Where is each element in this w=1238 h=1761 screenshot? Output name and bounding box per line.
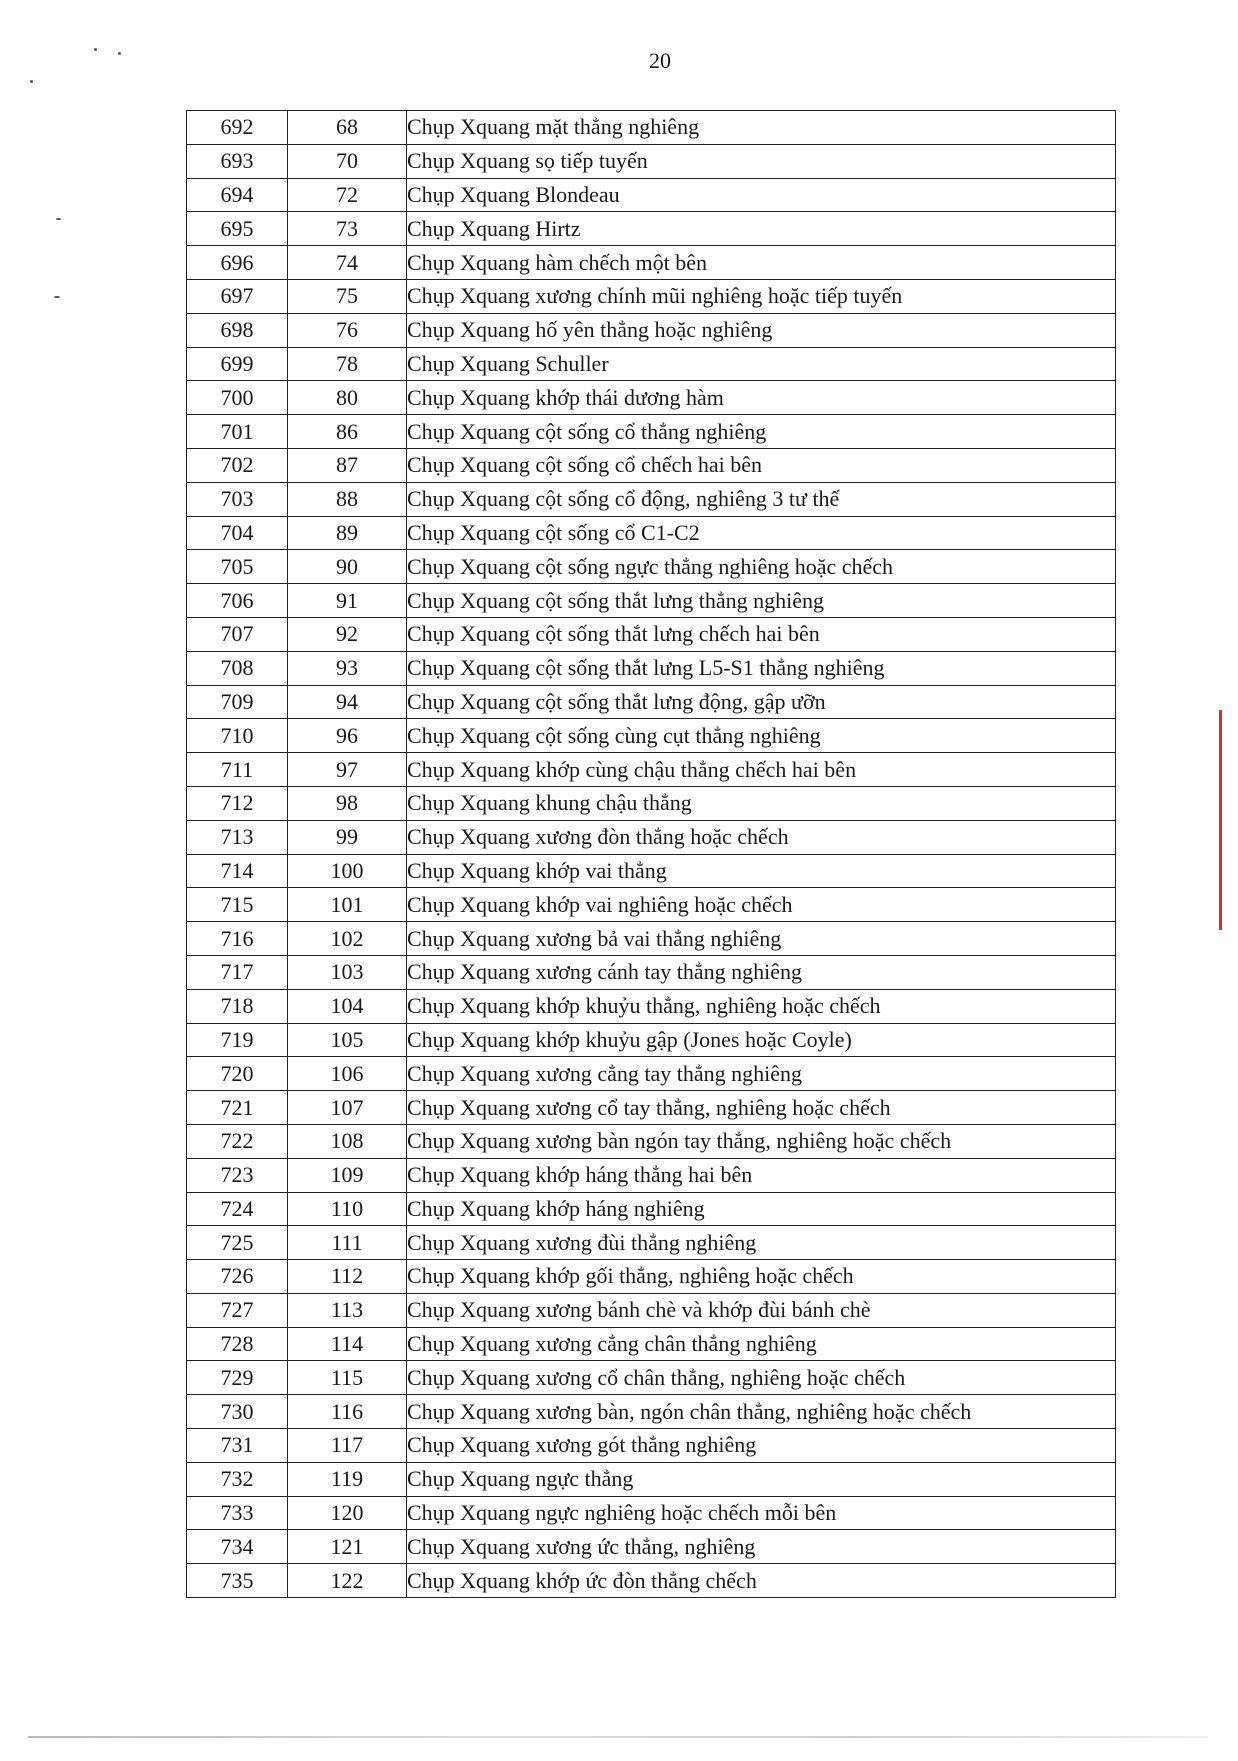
row-number-cell: 695 [187, 212, 288, 246]
row-number-cell: 730 [187, 1395, 288, 1429]
procedure-name-cell: Chụp Xquang ngực thẳng [407, 1462, 1116, 1496]
procedure-table-body [187, 111, 1116, 1598]
row-number-cell: 712 [187, 786, 288, 820]
procedure-code-cell: 97 [288, 753, 407, 787]
procedure-name-cell: Chụp Xquang cột sống thắt lưng L5-S1 thẳng nghiêng [407, 651, 1116, 685]
row-number-cell: 704 [187, 516, 288, 550]
row-number-cell: 723 [187, 1158, 288, 1192]
row-number-cell: 713 [187, 820, 288, 854]
table-row [187, 753, 1116, 787]
procedure-code-cell: 103 [288, 955, 407, 989]
procedure-code-cell: 92 [288, 617, 407, 651]
procedure-name-cell: Chụp Xquang xương gót thẳng nghiêng [407, 1429, 1116, 1463]
row-number-cell: 702 [187, 448, 288, 482]
procedure-name-cell: Chụp Xquang hố yên thẳng hoặc nghiêng [407, 313, 1116, 347]
row-number-cell: 720 [187, 1057, 288, 1091]
row-number-cell: 717 [187, 955, 288, 989]
procedure-name-cell: Chụp Xquang ngực nghiêng hoặc chếch mỗi bên [407, 1496, 1116, 1530]
row-number-cell: 715 [187, 888, 288, 922]
procedure-name-cell: Chụp Xquang xương cánh tay thẳng nghiêng [407, 955, 1116, 989]
procedure-name-cell: Chụp Xquang xương đùi thẳng nghiêng [407, 1226, 1116, 1260]
table-row [187, 1327, 1116, 1361]
table-row [187, 313, 1116, 347]
table-row [187, 347, 1116, 381]
table-row [187, 516, 1116, 550]
row-number-cell: 708 [187, 651, 288, 685]
stamp-edge-mark [1219, 710, 1236, 930]
table-row [187, 1496, 1116, 1530]
procedure-code-cell: 120 [288, 1496, 407, 1530]
table-row [187, 144, 1116, 178]
table-row [187, 415, 1116, 449]
row-number-cell: 706 [187, 584, 288, 618]
procedure-code-cell: 105 [288, 1023, 407, 1057]
procedure-code-cell: 101 [288, 888, 407, 922]
row-number-cell: 724 [187, 1192, 288, 1226]
table-row [187, 178, 1116, 212]
row-number-cell: 728 [187, 1327, 288, 1361]
table-row [187, 922, 1116, 956]
procedure-code-cell: 72 [288, 178, 407, 212]
procedure-code-cell: 104 [288, 989, 407, 1023]
procedure-code-cell: 109 [288, 1158, 407, 1192]
row-number-cell: 699 [187, 347, 288, 381]
table-row [187, 1260, 1116, 1294]
procedure-code-cell: 93 [288, 651, 407, 685]
table-row [187, 888, 1116, 922]
procedure-code-cell: 74 [288, 246, 407, 280]
procedure-name-cell: Chụp Xquang cột sống cổ C1-C2 [407, 516, 1116, 550]
table-row [187, 1293, 1116, 1327]
procedure-code-cell: 80 [288, 381, 407, 415]
procedure-code-cell: 106 [288, 1057, 407, 1091]
table-row [187, 719, 1116, 753]
procedure-name-cell: Chụp Xquang xương cổ chân thẳng, nghiêng hoặc chếch [407, 1361, 1116, 1395]
procedure-code-cell: 112 [288, 1260, 407, 1294]
row-number-cell: 722 [187, 1124, 288, 1158]
row-number-cell: 718 [187, 989, 288, 1023]
table-row [187, 212, 1116, 246]
procedure-code-cell: 70 [288, 144, 407, 178]
procedure-name-cell: Chụp Xquang khớp gối thẳng, nghiêng hoặc chếch [407, 1260, 1116, 1294]
scan-speck [54, 296, 60, 298]
table-row [187, 550, 1116, 584]
procedure-code-cell: 75 [288, 279, 407, 313]
scan-speck [94, 48, 97, 51]
row-number-cell: 714 [187, 854, 288, 888]
procedure-name-cell: Chụp Xquang xương bàn, ngón chân thẳng, nghiêng hoặc chếch [407, 1395, 1116, 1429]
procedure-name-cell: Chụp Xquang xương ức thẳng, nghiêng [407, 1530, 1116, 1564]
row-number-cell: 693 [187, 144, 288, 178]
table-row [187, 584, 1116, 618]
row-number-cell: 733 [187, 1496, 288, 1530]
procedure-name-cell: Chụp Xquang khớp vai thẳng [407, 854, 1116, 888]
procedure-name-cell: Chụp Xquang xương bả vai thẳng nghiêng [407, 922, 1116, 956]
procedure-name-cell: Chụp Xquang khớp thái dương hàm [407, 381, 1116, 415]
scan-speck [118, 52, 121, 55]
procedure-code-cell: 98 [288, 786, 407, 820]
procedure-name-cell: Chụp Xquang khớp khuỷu thẳng, nghiêng hoặc chếch [407, 989, 1116, 1023]
table-row [187, 989, 1116, 1023]
row-number-cell: 734 [187, 1530, 288, 1564]
row-number-cell: 697 [187, 279, 288, 313]
procedure-name-cell: Chụp Xquang xương chính mũi nghiêng hoặc tiếp tuyến [407, 279, 1116, 313]
row-number-cell: 727 [187, 1293, 288, 1327]
procedure-code-cell: 96 [288, 719, 407, 753]
row-number-cell: 698 [187, 313, 288, 347]
procedure-name-cell: Chụp Xquang xương đòn thẳng hoặc chếch [407, 820, 1116, 854]
row-number-cell: 721 [187, 1091, 288, 1125]
procedure-name-cell: Chụp Xquang cột sống thắt lưng thẳng nghiêng [407, 584, 1116, 618]
table-row [187, 685, 1116, 719]
procedure-code-cell: 111 [288, 1226, 407, 1260]
procedure-code-cell: 87 [288, 448, 407, 482]
row-number-cell: 716 [187, 922, 288, 956]
row-number-cell: 705 [187, 550, 288, 584]
procedure-code-cell: 86 [288, 415, 407, 449]
table-row [187, 1462, 1116, 1496]
procedure-name-cell: Chụp Xquang sọ tiếp tuyến [407, 144, 1116, 178]
table-row [187, 246, 1116, 280]
procedure-name-cell: Chụp Xquang cột sống cùng cụt thẳng nghiêng [407, 719, 1116, 753]
procedure-name-cell: Chụp Xquang cột sống thắt lưng chếch hai bên [407, 617, 1116, 651]
procedure-code-cell: 117 [288, 1429, 407, 1463]
table-row [187, 1530, 1116, 1564]
table-row [187, 1057, 1116, 1091]
table-row [187, 955, 1116, 989]
procedure-code-cell: 90 [288, 550, 407, 584]
procedure-code-cell: 100 [288, 854, 407, 888]
row-number-cell: 709 [187, 685, 288, 719]
table-row [187, 820, 1116, 854]
table-row [187, 786, 1116, 820]
procedure-code-cell: 119 [288, 1462, 407, 1496]
table-row [187, 1124, 1116, 1158]
row-number-cell: 725 [187, 1226, 288, 1260]
table-row [187, 1192, 1116, 1226]
row-number-cell: 719 [187, 1023, 288, 1057]
table-row [187, 448, 1116, 482]
table-row [187, 279, 1116, 313]
procedure-name-cell: Chụp Xquang cột sống ngực thẳng nghiêng hoặc chếch [407, 550, 1116, 584]
procedure-name-cell: Chụp Xquang khớp ức đòn thẳng chếch [407, 1564, 1116, 1598]
procedure-code-cell: 107 [288, 1091, 407, 1125]
procedure-name-cell: Chụp Xquang cột sống thắt lưng động, gập ưỡn [407, 685, 1116, 719]
row-number-cell: 729 [187, 1361, 288, 1395]
procedure-code-cell: 99 [288, 820, 407, 854]
procedure-code-cell: 91 [288, 584, 407, 618]
procedure-code-cell: 116 [288, 1395, 407, 1429]
procedure-name-cell: Chụp Xquang khớp háng nghiêng [407, 1192, 1116, 1226]
procedure-code-cell: 76 [288, 313, 407, 347]
procedure-table [186, 110, 1116, 1598]
row-number-cell: 731 [187, 1429, 288, 1463]
table-row [187, 854, 1116, 888]
row-number-cell: 711 [187, 753, 288, 787]
procedure-code-cell: 114 [288, 1327, 407, 1361]
scan-speck [56, 218, 61, 220]
procedure-name-cell: Chụp Xquang khớp vai nghiêng hoặc chếch [407, 888, 1116, 922]
procedure-name-cell: Chụp Xquang khớp háng thẳng hai bên [407, 1158, 1116, 1192]
procedure-code-cell: 89 [288, 516, 407, 550]
procedure-code-cell: 108 [288, 1124, 407, 1158]
table-row [187, 1395, 1116, 1429]
procedure-code-cell: 68 [288, 111, 407, 145]
procedure-code-cell: 110 [288, 1192, 407, 1226]
scan-speck [30, 80, 33, 83]
procedure-name-cell: Chụp Xquang cột sống cổ động, nghiêng 3 tư thế [407, 482, 1116, 516]
table-row [187, 1361, 1116, 1395]
procedure-code-cell: 122 [288, 1564, 407, 1598]
procedure-code-cell: 102 [288, 922, 407, 956]
procedure-name-cell: Chụp Xquang xương bàn ngón tay thẳng, nghiêng hoặc chếch [407, 1124, 1116, 1158]
procedure-name-cell: Chụp Xquang Schuller [407, 347, 1116, 381]
row-number-cell: 700 [187, 381, 288, 415]
procedure-name-cell: Chụp Xquang xương cẳng chân thẳng nghiêng [407, 1327, 1116, 1361]
row-number-cell: 694 [187, 178, 288, 212]
procedure-code-cell: 113 [288, 1293, 407, 1327]
table-row [187, 1564, 1116, 1598]
procedure-name-cell: Chụp Xquang xương cẳng tay thẳng nghiêng [407, 1057, 1116, 1091]
row-number-cell: 703 [187, 482, 288, 516]
row-number-cell: 710 [187, 719, 288, 753]
procedure-name-cell: Chụp Xquang cột sống cổ thẳng nghiêng [407, 415, 1116, 449]
procedure-name-cell: Chụp Xquang hàm chếch một bên [407, 246, 1116, 280]
row-number-cell: 701 [187, 415, 288, 449]
table-row [187, 651, 1116, 685]
procedure-code-cell: 73 [288, 212, 407, 246]
row-number-cell: 735 [187, 1564, 288, 1598]
table-row [187, 1091, 1116, 1125]
row-number-cell: 707 [187, 617, 288, 651]
procedure-name-cell: Chụp Xquang xương cổ tay thẳng, nghiêng hoặc chếch [407, 1091, 1116, 1125]
procedure-name-cell: Chụp Xquang khớp cùng chậu thẳng chếch hai bên [407, 753, 1116, 787]
table-row [187, 1429, 1116, 1463]
procedure-name-cell: Chụp Xquang xương bánh chè và khớp đùi bánh chè [407, 1293, 1116, 1327]
table-row [187, 482, 1116, 516]
table-row [187, 111, 1116, 145]
row-number-cell: 696 [187, 246, 288, 280]
procedure-name-cell: Chụp Xquang Hirtz [407, 212, 1116, 246]
procedure-name-cell: Chụp Xquang khớp khuỷu gập (Jones hoặc Coyle) [407, 1023, 1116, 1057]
procedure-code-cell: 121 [288, 1530, 407, 1564]
procedure-code-cell: 94 [288, 685, 407, 719]
table-row [187, 617, 1116, 651]
page-number: 20 [649, 48, 671, 73]
procedure-name-cell: Chụp Xquang cột sống cổ chếch hai bên [407, 448, 1116, 482]
table-row [187, 1023, 1116, 1057]
row-number-cell: 726 [187, 1260, 288, 1294]
procedure-name-cell: Chụp Xquang Blondeau [407, 178, 1116, 212]
scan-edge-line [28, 1736, 1208, 1738]
procedure-name-cell: Chụp Xquang khung chậu thẳng [407, 786, 1116, 820]
table-row [187, 1226, 1116, 1260]
procedure-code-cell: 88 [288, 482, 407, 516]
table-row [187, 1158, 1116, 1192]
procedure-name-cell: Chụp Xquang mặt thẳng nghiêng [407, 111, 1116, 145]
procedure-code-cell: 78 [288, 347, 407, 381]
row-number-cell: 732 [187, 1462, 288, 1496]
table-row [187, 381, 1116, 415]
row-number-cell: 692 [187, 111, 288, 145]
procedure-code-cell: 115 [288, 1361, 407, 1395]
